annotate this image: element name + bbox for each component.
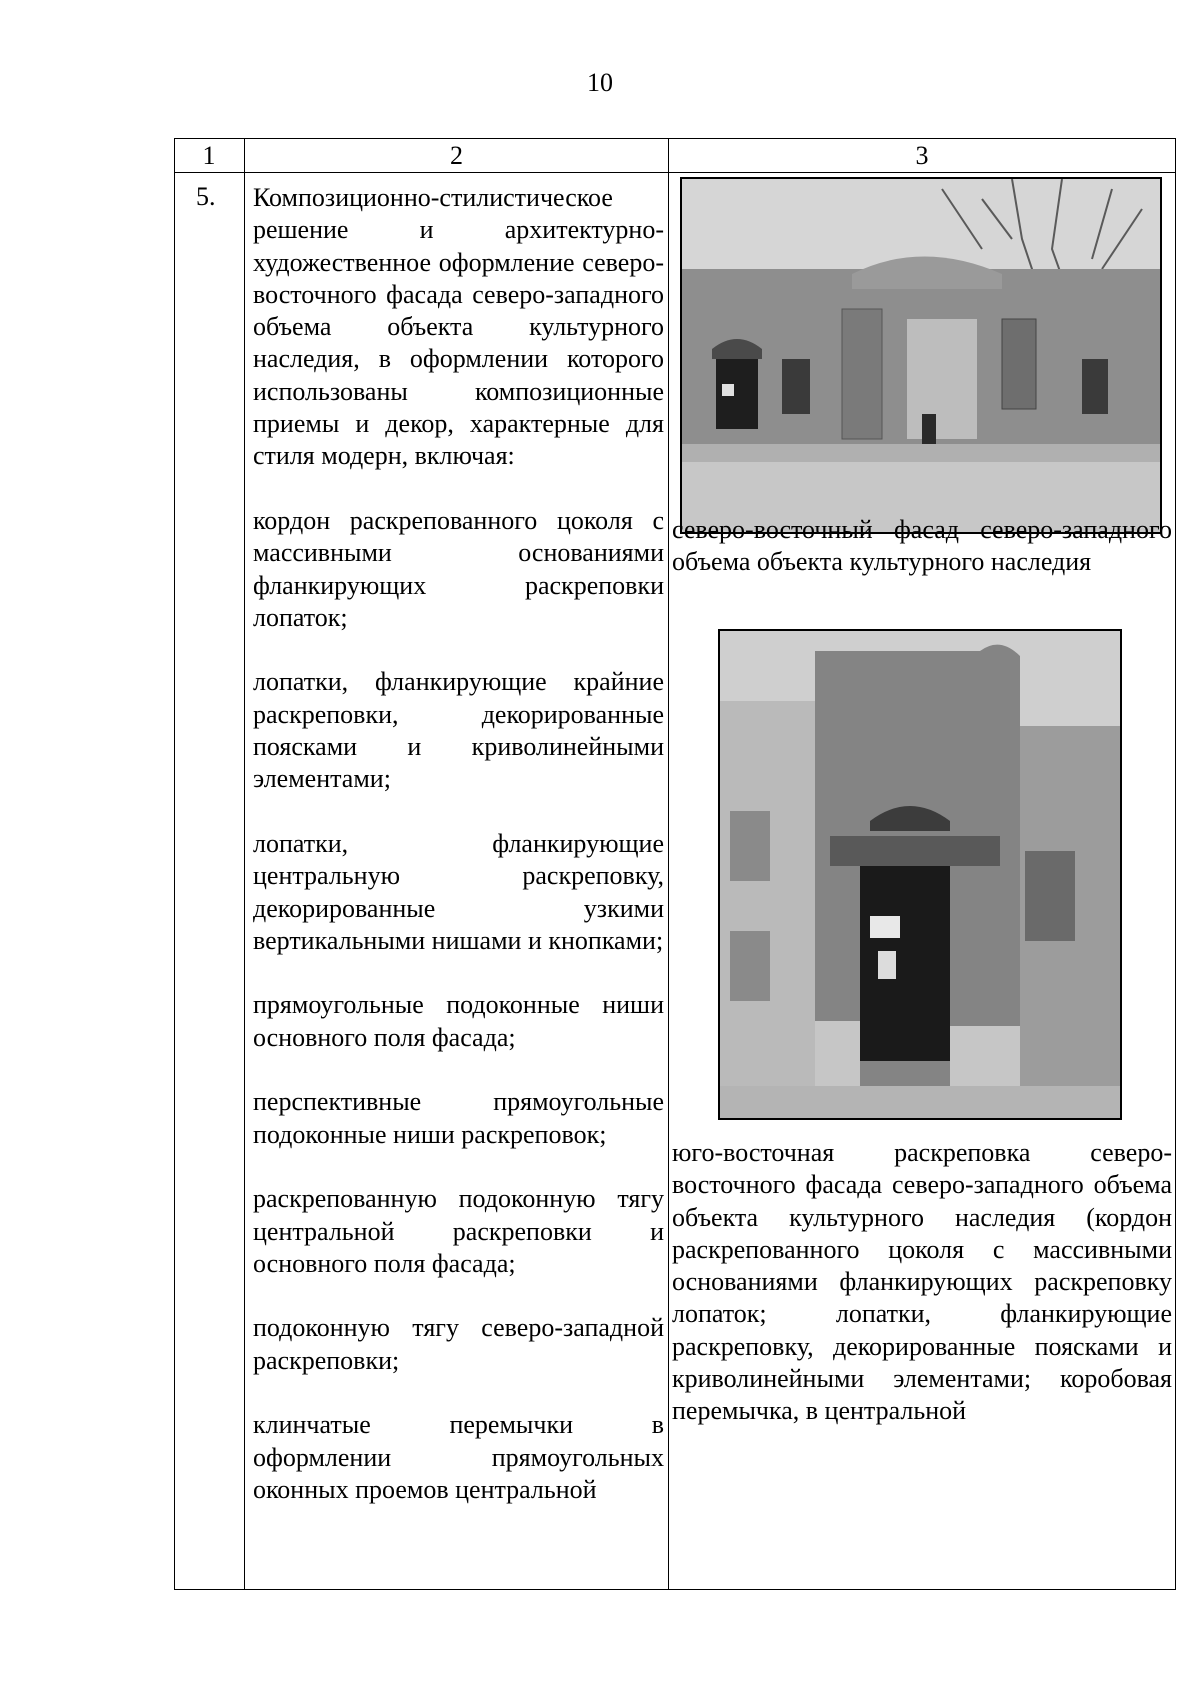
header-col-2: 2: [450, 141, 463, 170]
feature-item: лопатки, фланкирующие крайние раскреповки, декорированные поясками и криволинейными элементами;: [253, 667, 664, 794]
header-col-1: 1: [202, 141, 216, 170]
entrance-photo: [718, 629, 1122, 1120]
caption-entrance: юго-восточная раскреповка северо-восточного фасада северо-западного объема объекта культурного наследия (кордон раскрепованного цоколя с массивными основаниями фланкирующих раскреповку лопаток; лопатки, фланкирующие раскреповку, декорированные поясками и криволинейными элементами; коробовая перемычка, в центральной: [672, 1138, 1172, 1426]
feature-item: раскрепованную подоконную тягу центральной раскреповки и основного поля фасада;: [253, 1184, 664, 1278]
table-left-border: [174, 138, 175, 1590]
feature-item: перспективные прямоугольные подоконные ниши раскреповок;: [253, 1087, 664, 1149]
feature-item: прямоугольные подоконные ниши основного поля фасада;: [253, 990, 664, 1052]
feature-item: подоконную тягу северо-западной раскреповки;: [253, 1313, 664, 1375]
feature-item: клинчатые перемычки в оформлении прямоугольных оконных проемов центральной: [253, 1410, 664, 1504]
description-intro: Композиционно-стилистическое решение и архитектурно-художественное оформление северо-восточного фасада северо-западного объема объекта культурного наследия, в оформлении которого использованы композиционные приемы и декор, характерные для стиля модерн, включая:: [253, 183, 664, 471]
feature-item: кордон раскрепованного цоколя с массивными основаниями фланкирующих раскреповки лопаток;: [253, 505, 664, 632]
header-bottom-border: [174, 172, 1176, 173]
page-number: 10: [587, 68, 613, 97]
description-column: [253, 182, 664, 1506]
col-divider-1: [244, 138, 245, 1590]
table-right-border: [1175, 138, 1176, 1590]
header-col-3: 3: [915, 141, 929, 170]
table-bottom-border: [174, 1589, 1176, 1590]
caption-facade: северо-восточный фасад северо-западного объема объекта культурного наследия: [672, 515, 1172, 577]
row-number: 5.: [196, 182, 216, 211]
feature-item: лопатки, фланкирующие центральную раскреповку, декорированные узкими вертикальными нишами и кнопками;: [253, 828, 664, 955]
heritage-table: [174, 138, 1176, 1590]
col-divider-2: [668, 138, 669, 1590]
facade-photo: [680, 177, 1162, 534]
